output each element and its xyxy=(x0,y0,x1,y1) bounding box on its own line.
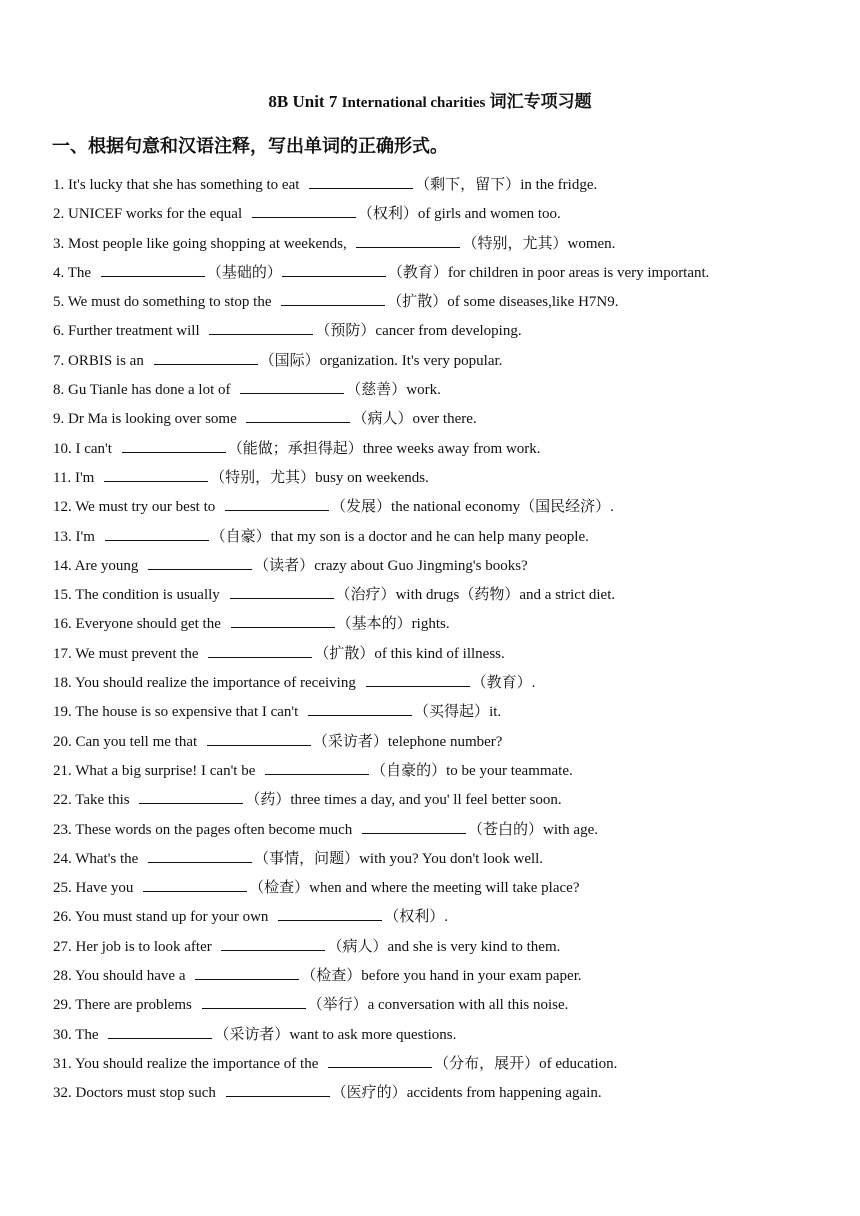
chinese-hint: （基础的） xyxy=(206,264,282,281)
question-item xyxy=(53,669,843,698)
answer-blank[interactable] xyxy=(148,848,252,863)
answer-blank[interactable] xyxy=(231,613,335,628)
question-item xyxy=(53,786,843,815)
question-item xyxy=(53,259,843,288)
answer-blank[interactable] xyxy=(246,408,350,423)
answer-blank[interactable] xyxy=(309,174,413,189)
question-text-end: over there. xyxy=(412,411,477,428)
question-item xyxy=(53,230,843,259)
answer-blank[interactable] xyxy=(143,877,247,892)
question-text-start: 25. Have you xyxy=(53,880,138,897)
question-item xyxy=(53,845,843,874)
question-text-end: busy on weekends. xyxy=(315,469,429,486)
question-text-end: rights. xyxy=(411,616,450,633)
chinese-hint: （病人） xyxy=(352,411,413,428)
chinese-hint: （举行） xyxy=(307,997,368,1014)
answer-blank[interactable] xyxy=(148,555,252,570)
question-text-end: with drugs（药物）and a strict diet. xyxy=(395,587,616,604)
answer-blank[interactable] xyxy=(328,1053,432,1068)
answer-blank[interactable] xyxy=(230,584,334,599)
question-text-end: . xyxy=(531,675,536,692)
question-text-end: accidents from happening again. xyxy=(406,1085,602,1102)
question-item xyxy=(53,171,843,200)
question-text-end: of this kind of illness. xyxy=(374,645,505,662)
answer-blank[interactable] xyxy=(366,672,470,687)
question-text-end: . xyxy=(444,909,448,926)
chinese-hint: （能做；承担得起） xyxy=(227,440,363,457)
chinese-hint: （采访者） xyxy=(214,1026,290,1043)
question-text-start: 8. Gu Tianle has done a lot of xyxy=(53,382,235,399)
chinese-hint: （剩下，留下） xyxy=(415,177,521,193)
chinese-hint: （发展） xyxy=(331,499,392,516)
question-text-start: 31. You should realize the importance of the xyxy=(53,1055,323,1072)
question-item xyxy=(53,903,843,932)
chinese-hint: （药） xyxy=(245,792,291,809)
question-text-end: a conversation with all this noise. xyxy=(367,997,569,1014)
question-item xyxy=(53,376,843,405)
question-text-end: in the fridge. xyxy=(520,177,598,193)
question-text-start: 29. There are problems xyxy=(53,997,196,1014)
question-item xyxy=(53,933,843,962)
question-item xyxy=(53,552,843,581)
question-text-end: work. xyxy=(406,382,441,399)
question-text-end: with you? You don't look well. xyxy=(359,850,544,867)
question-text-end: want to ask more questions. xyxy=(289,1026,457,1043)
question-item xyxy=(53,288,843,317)
question-text-start: 20. Can you tell me that xyxy=(53,733,201,750)
question-text-start: 2. UNICEF works for the equal xyxy=(53,206,246,223)
question-text-end: that my son is a doctor and he can help many people. xyxy=(270,528,589,545)
chinese-hint: （预防） xyxy=(315,323,376,340)
title-theme: International charities xyxy=(341,95,486,111)
answer-blank[interactable] xyxy=(108,1024,212,1039)
answer-blank[interactable] xyxy=(252,203,356,218)
answer-blank-second[interactable] xyxy=(282,262,386,277)
question-text-start: 18. You should realize the importance of receiving xyxy=(53,675,360,692)
answer-blank[interactable] xyxy=(221,936,325,951)
answer-blank[interactable] xyxy=(195,965,299,980)
answer-blank[interactable] xyxy=(122,438,226,453)
chinese-hint: （慈善） xyxy=(346,382,407,399)
question-item xyxy=(53,347,843,376)
chinese-hint: （自豪） xyxy=(210,528,271,545)
question-text-start: 1. It's lucky that she has something to eat xyxy=(53,177,304,193)
question-item xyxy=(53,962,843,991)
question-item xyxy=(53,640,843,669)
answer-blank[interactable] xyxy=(226,1082,330,1097)
answer-blank[interactable] xyxy=(207,731,311,746)
question-text-start: 11. I'm xyxy=(53,469,99,486)
answer-blank[interactable] xyxy=(240,379,344,394)
question-item xyxy=(53,464,843,493)
chinese-hint: （医疗的） xyxy=(331,1085,407,1102)
question-text-end: telephone number? xyxy=(387,733,503,750)
answer-blank[interactable] xyxy=(356,233,460,248)
question-item xyxy=(53,728,843,757)
answer-blank[interactable] xyxy=(225,496,329,511)
question-item xyxy=(53,1079,843,1108)
chinese-hint-second: （教育） xyxy=(387,264,448,281)
chinese-hint: （采访者） xyxy=(312,733,388,750)
chinese-hint: （扩散） xyxy=(314,645,375,662)
page-title xyxy=(0,90,860,115)
chinese-hint: （检查） xyxy=(301,968,362,985)
answer-blank[interactable] xyxy=(208,643,312,658)
question-text-end: and she is very kind to them. xyxy=(387,938,561,955)
question-text-start: 10. I can't xyxy=(53,440,116,457)
question-item xyxy=(53,523,843,552)
question-text-end: with age. xyxy=(543,821,598,838)
chinese-hint: （特别，尤其） xyxy=(210,469,316,486)
question-item xyxy=(53,757,843,786)
question-item xyxy=(53,581,843,610)
question-text-start: 23. These words on the pages often become much xyxy=(53,821,356,838)
question-item xyxy=(53,610,843,639)
question-item xyxy=(53,816,843,845)
question-list xyxy=(53,171,843,1109)
answer-blank[interactable] xyxy=(265,760,369,775)
title-unit: 8B Unit 7 xyxy=(268,92,338,111)
question-text-end: when and where the meeting will take place? xyxy=(309,880,580,897)
question-item xyxy=(53,317,843,346)
question-item xyxy=(53,493,843,522)
answer-blank[interactable] xyxy=(101,262,205,277)
chinese-hint: （权利） xyxy=(357,206,418,223)
question-item xyxy=(53,1050,843,1079)
question-text-end: to be your teammate. xyxy=(446,762,573,779)
answer-blank[interactable] xyxy=(281,291,385,306)
question-text-end: of education. xyxy=(539,1055,618,1072)
chinese-hint: （权利） xyxy=(384,909,445,926)
chinese-hint: （特别，尤其） xyxy=(462,235,568,252)
chinese-hint: （检查） xyxy=(249,880,310,897)
question-text-start: 5. We must do something to stop the xyxy=(53,294,276,311)
question-text-start: 32. Doctors must stop such xyxy=(53,1085,220,1102)
question-text-start: 14. Are young xyxy=(53,557,143,574)
chinese-hint: （病人） xyxy=(327,938,388,955)
answer-blank[interactable] xyxy=(139,789,243,804)
question-text-start: 4. The xyxy=(53,264,95,281)
chinese-hint: （国际） xyxy=(259,352,320,369)
chinese-hint: （苍白的） xyxy=(467,821,543,838)
chinese-hint: （买得起） xyxy=(414,704,490,721)
chinese-hint: （治疗） xyxy=(335,587,396,604)
question-text-start: 17. We must prevent the xyxy=(53,645,203,662)
section-heading: 一、根据句意和汉语注释，写出单词的正确形式。 xyxy=(52,136,448,157)
question-text-end: it. xyxy=(489,704,502,721)
question-text-end: organization. It's very popular. xyxy=(319,352,503,369)
title-chinese: 词汇专项习题 xyxy=(489,92,592,111)
question-text-end: three times a day, and you' ll feel better soon. xyxy=(290,792,562,809)
question-text-start: 28. You should have a xyxy=(53,968,190,985)
question-text-start: 13. I'm xyxy=(53,528,99,545)
question-text-start: 21. What a big surprise! I can't be xyxy=(53,762,260,779)
question-item xyxy=(53,874,843,903)
question-item xyxy=(53,405,843,434)
question-text-end: crazy about Guo Jingming's books? xyxy=(314,557,528,574)
answer-blank[interactable] xyxy=(104,467,208,482)
answer-blank[interactable] xyxy=(105,526,209,541)
question-text-start: 3. Most people like going shopping at weekends, xyxy=(53,235,351,252)
chinese-hint: （读者） xyxy=(254,557,315,574)
question-text-start: 16. Everyone should get the xyxy=(53,616,225,633)
question-text-start: 15. The condition is usually xyxy=(53,587,224,604)
answer-blank[interactable] xyxy=(202,994,306,1009)
question-text-end: women. xyxy=(567,235,616,252)
question-text-end: before you hand in your exam paper. xyxy=(361,968,582,985)
chinese-hint: （基本的） xyxy=(336,616,412,633)
answer-blank[interactable] xyxy=(154,350,258,365)
question-text-end: cancer from developing. xyxy=(375,323,522,340)
question-text-end: of some diseases,like H7N9. xyxy=(447,294,619,311)
chinese-hint: （事情，问题） xyxy=(254,850,360,867)
chinese-hint: （扩散） xyxy=(387,294,448,311)
chinese-hint: （分布，展开） xyxy=(434,1055,540,1072)
question-text-end: for children in poor areas is very important. xyxy=(447,264,710,281)
answer-blank[interactable] xyxy=(278,906,382,921)
question-text-start: 7. ORBIS is an xyxy=(53,352,148,369)
question-text-start: 27. Her job is to look after xyxy=(53,938,216,955)
question-item xyxy=(53,200,843,229)
question-item xyxy=(53,1021,843,1050)
question-text-start: 22. Take this xyxy=(53,792,134,809)
question-text-start: 6. Further treatment will xyxy=(53,323,204,340)
question-item xyxy=(53,698,843,727)
question-text-start: 12. We must try our best to xyxy=(53,499,220,516)
question-text-end: three weeks away from work. xyxy=(362,440,541,457)
question-text-end: of girls and women too. xyxy=(417,206,561,223)
chinese-hint: （教育） xyxy=(471,675,532,692)
question-text-start: 9. Dr Ma is looking over some xyxy=(53,411,241,428)
question-text-start: 19. The house is so expensive that I can't xyxy=(53,704,303,721)
answer-blank[interactable] xyxy=(209,320,313,335)
question-text-start: 30. The xyxy=(53,1026,103,1043)
question-text-start: 24. What's the xyxy=(53,850,143,867)
question-text-end: the national economy（国民经济）. xyxy=(391,499,614,516)
answer-blank[interactable] xyxy=(362,819,466,834)
question-text-start: 26. You must stand up for your own xyxy=(53,909,273,926)
chinese-hint: （自豪的） xyxy=(371,762,447,779)
question-item xyxy=(53,435,843,464)
answer-blank[interactable] xyxy=(308,701,412,716)
question-item xyxy=(53,991,843,1020)
